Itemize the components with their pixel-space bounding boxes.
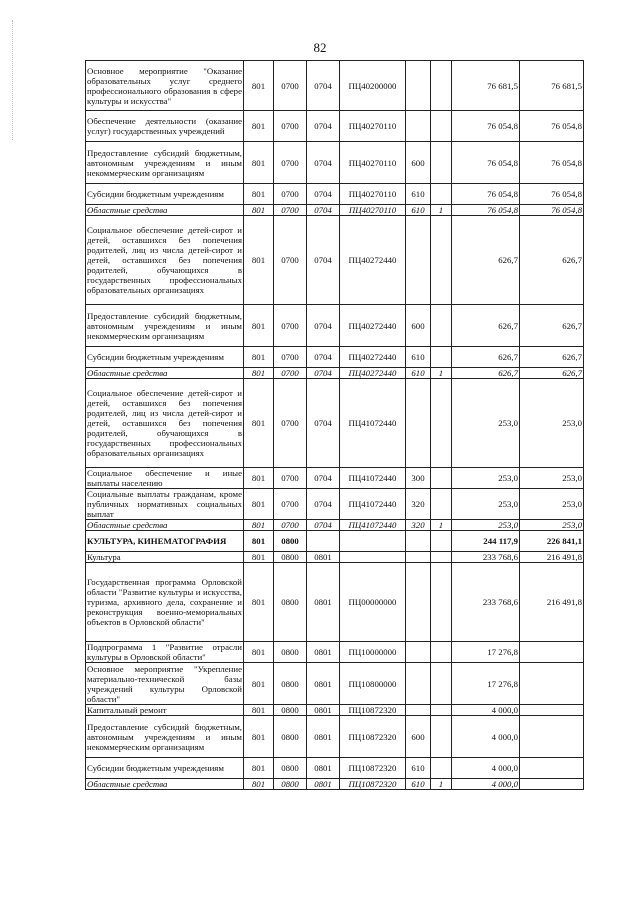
source-code bbox=[431, 305, 452, 347]
razdel-code: 0700 bbox=[274, 205, 307, 216]
podrazdel-code: 0801 bbox=[307, 663, 340, 705]
row-name: Капитальный ремонт bbox=[86, 705, 244, 716]
sum-current: 17 276,8 bbox=[452, 663, 520, 705]
razdel-code: 0800 bbox=[274, 563, 307, 642]
row-name: Подпрограмма 1 "Развитие отрасли культуры в Орловской области" bbox=[87, 642, 242, 662]
vr-code: 610 bbox=[406, 205, 431, 216]
sum-next: 253,0 bbox=[520, 468, 584, 489]
csr-code: ПЦ40272440 bbox=[340, 347, 406, 368]
sum-current: 253,0 bbox=[452, 468, 520, 489]
vr-code bbox=[406, 111, 431, 142]
razdel-code: 0700 bbox=[274, 184, 307, 205]
vedomstvo-code: 801 bbox=[244, 216, 274, 305]
vedomstvo-code: 801 bbox=[244, 347, 274, 368]
sum-next bbox=[520, 705, 584, 716]
vedomstvo-code: 801 bbox=[244, 563, 274, 642]
sum-current: 626,7 bbox=[452, 216, 520, 305]
row-name: Областные средства bbox=[86, 779, 244, 790]
source-code bbox=[431, 111, 452, 142]
sum-next: 76 054,8 bbox=[520, 111, 584, 142]
sum-next: 253,0 bbox=[520, 489, 584, 520]
table-body bbox=[86, 61, 584, 790]
sum-next bbox=[520, 758, 584, 779]
row-name: Субсидии бюджетным учреждениям bbox=[86, 347, 244, 368]
row-name: Областные средства bbox=[86, 520, 244, 531]
vr-code bbox=[406, 663, 431, 705]
csr-code: ПЦ00000000 bbox=[340, 563, 406, 642]
source-code: 1 bbox=[431, 779, 452, 790]
vr-code bbox=[406, 61, 431, 111]
sum-next: 226 841,1 bbox=[520, 531, 584, 552]
source-code bbox=[431, 642, 452, 663]
source-code bbox=[431, 61, 452, 111]
csr-code: ПЦ10872320 bbox=[340, 705, 406, 716]
table-row bbox=[86, 305, 584, 347]
vr-code bbox=[406, 531, 431, 552]
razdel-code: 0800 bbox=[274, 705, 307, 716]
razdel-code: 0700 bbox=[274, 142, 307, 184]
vedomstvo-code: 801 bbox=[244, 531, 274, 552]
row-name: Социальные выплаты гражданам, кроме публичных нормативных социальных выплат bbox=[87, 489, 242, 519]
vedomstvo-code: 801 bbox=[244, 716, 274, 758]
page-number: 82 bbox=[313, 40, 327, 55]
sum-current: 76 054,8 bbox=[452, 205, 520, 216]
razdel-code: 0700 bbox=[274, 489, 307, 520]
razdel-code: 0700 bbox=[274, 111, 307, 142]
podrazdel-code bbox=[307, 531, 340, 552]
table-row bbox=[86, 520, 584, 531]
sum-next: 626,7 bbox=[520, 216, 584, 305]
sum-next: 76 681,5 bbox=[520, 61, 584, 111]
vedomstvo-code: 801 bbox=[244, 368, 274, 379]
row-name: Субсидии бюджетным учреждениям bbox=[86, 758, 244, 779]
vedomstvo-code: 801 bbox=[244, 205, 274, 216]
table-row bbox=[86, 216, 584, 305]
vedomstvo-code: 801 bbox=[244, 489, 274, 520]
row-name: Предоставление субсидий бюджетным, автономным учреждениям и иным некоммерческим организациям bbox=[86, 142, 244, 184]
razdel-code: 0700 bbox=[274, 368, 307, 379]
podrazdel-code: 0704 bbox=[307, 111, 340, 142]
podrazdel-code: 0801 bbox=[307, 758, 340, 779]
sum-current: 626,7 bbox=[452, 347, 520, 368]
sum-next bbox=[520, 779, 584, 790]
csr-code: ПЦ40270110 bbox=[340, 205, 406, 216]
vedomstvo-code: 801 bbox=[244, 705, 274, 716]
row-name: Социальное обеспечение детей-сирот и детей, оставшихся без попечения родителей, лиц из числа детей-сирот и детей, оставшихся без попечения родителей, обучающихся в государственных профессиональных образовательных организациях bbox=[86, 379, 244, 468]
source-code bbox=[431, 552, 452, 563]
row-name: Предоставление субсидий бюджетным, автономным учреждениям и иным некоммерческим организациям bbox=[86, 305, 244, 347]
sum-current: 4 000,0 bbox=[452, 705, 520, 716]
podrazdel-code: 0801 bbox=[307, 779, 340, 790]
source-code bbox=[431, 716, 452, 758]
table-row bbox=[86, 663, 584, 705]
csr-code: ПЦ40272440 bbox=[340, 305, 406, 347]
razdel-code: 0800 bbox=[274, 716, 307, 758]
table-row bbox=[86, 142, 584, 184]
sum-next: 216 491,8 bbox=[520, 563, 584, 642]
source-code bbox=[431, 758, 452, 779]
table-row bbox=[86, 779, 584, 790]
podrazdel-code: 0704 bbox=[307, 368, 340, 379]
vr-code: 600 bbox=[406, 305, 431, 347]
vr-code: 610 bbox=[406, 184, 431, 205]
sum-next: 253,0 bbox=[520, 379, 584, 468]
table-row bbox=[86, 531, 584, 552]
table-row bbox=[86, 347, 584, 368]
razdel-code: 0700 bbox=[274, 305, 307, 347]
sum-current: 233 768,6 bbox=[452, 552, 520, 563]
podrazdel-code: 0704 bbox=[307, 184, 340, 205]
vr-code bbox=[406, 563, 431, 642]
razdel-code: 0800 bbox=[274, 663, 307, 705]
vr-code: 610 bbox=[406, 368, 431, 379]
vedomstvo-code: 801 bbox=[244, 468, 274, 489]
sum-next: 626,7 bbox=[520, 368, 584, 379]
table-row bbox=[86, 184, 584, 205]
sum-current: 244 117,9 bbox=[452, 531, 520, 552]
row-name: Культура bbox=[86, 552, 244, 563]
csr-code: ПЦ40200000 bbox=[340, 61, 406, 111]
podrazdel-code: 0801 bbox=[307, 642, 340, 663]
sum-current: 76 054,8 bbox=[452, 142, 520, 184]
row-name: Предоставление субсидий бюджетным, автономным учреждениям и иным некоммерческим организациям bbox=[86, 716, 244, 758]
row-name: Основное мероприятие "Оказание образовательных услуг среднего профессионального образования в сфере культуры и искусства" bbox=[86, 61, 244, 111]
row-name: КУЛЬТУРА, КИНЕМАТОГРАФИЯ bbox=[86, 531, 244, 552]
csr-code bbox=[340, 531, 406, 552]
csr-code: ПЦ10872320 bbox=[340, 758, 406, 779]
vedomstvo-code: 801 bbox=[244, 184, 274, 205]
table-row bbox=[86, 489, 584, 520]
table-row bbox=[86, 563, 584, 642]
podrazdel-code: 0801 bbox=[307, 705, 340, 716]
csr-code: ПЦ41072440 bbox=[340, 468, 406, 489]
csr-code: ПЦ40270110 bbox=[340, 142, 406, 184]
row-name: Социальное обеспечение детей-сирот и детей, оставшихся без попечения родителей, лиц из числа детей-сирот и детей, оставшихся без попечения родителей, обучающихся в государственных профессиональных образовательных организациях bbox=[86, 216, 244, 305]
source-code bbox=[431, 347, 452, 368]
vr-code: 610 bbox=[406, 779, 431, 790]
podrazdel-code: 0801 bbox=[307, 563, 340, 642]
podrazdel-code: 0704 bbox=[307, 142, 340, 184]
sum-current: 626,7 bbox=[452, 368, 520, 379]
vedomstvo-code: 801 bbox=[244, 142, 274, 184]
csr-code: ПЦ10800000 bbox=[340, 663, 406, 705]
sum-next: 76 054,8 bbox=[520, 142, 584, 184]
vr-code: 600 bbox=[406, 716, 431, 758]
podrazdel-code: 0801 bbox=[307, 716, 340, 758]
podrazdel-code: 0801 bbox=[307, 552, 340, 563]
csr-code bbox=[340, 552, 406, 563]
sum-current: 76 054,8 bbox=[452, 184, 520, 205]
row-name: Социальное обеспечение и иные выплаты населению bbox=[87, 468, 242, 488]
source-code bbox=[431, 142, 452, 184]
table-row bbox=[86, 111, 584, 142]
sum-next: 626,7 bbox=[520, 305, 584, 347]
vedomstvo-code: 801 bbox=[244, 111, 274, 142]
sum-next: 76 054,8 bbox=[520, 205, 584, 216]
razdel-code: 0800 bbox=[274, 642, 307, 663]
vedomstvo-code: 801 bbox=[244, 520, 274, 531]
row-name: Областные средства bbox=[86, 205, 244, 216]
csr-code: ПЦ40270110 bbox=[340, 111, 406, 142]
csr-code: ПЦ41072440 bbox=[340, 520, 406, 531]
razdel-code: 0800 bbox=[274, 531, 307, 552]
sum-next bbox=[520, 663, 584, 705]
row-name: Обеспечение деятельности (оказание услуг) государственных учреждений bbox=[86, 111, 244, 142]
sum-next bbox=[520, 716, 584, 758]
table-row bbox=[86, 642, 584, 663]
sum-next bbox=[520, 642, 584, 663]
vr-code bbox=[406, 705, 431, 716]
razdel-code: 0700 bbox=[274, 216, 307, 305]
vr-code: 610 bbox=[406, 758, 431, 779]
table-row bbox=[86, 205, 584, 216]
razdel-code: 0800 bbox=[274, 552, 307, 563]
vr-code bbox=[406, 216, 431, 305]
podrazdel-code: 0704 bbox=[307, 205, 340, 216]
razdel-code: 0700 bbox=[274, 347, 307, 368]
csr-code: ПЦ41072440 bbox=[340, 489, 406, 520]
vr-code bbox=[406, 379, 431, 468]
csr-code: ПЦ40270110 bbox=[340, 184, 406, 205]
vr-code: 300 bbox=[406, 468, 431, 489]
source-code: 1 bbox=[431, 205, 452, 216]
source-code bbox=[431, 705, 452, 716]
csr-code: ПЦ10872320 bbox=[340, 716, 406, 758]
sum-current: 253,0 bbox=[452, 379, 520, 468]
sum-current: 76 054,8 bbox=[452, 111, 520, 142]
sum-current: 4 000,0 bbox=[452, 758, 520, 779]
row-name: Субсидии бюджетным учреждениям bbox=[86, 184, 244, 205]
vedomstvo-code: 801 bbox=[244, 379, 274, 468]
source-code bbox=[431, 216, 452, 305]
sum-next: 253,0 bbox=[520, 520, 584, 531]
table-row bbox=[86, 468, 584, 489]
vr-code: 610 bbox=[406, 347, 431, 368]
sum-next: 626,7 bbox=[520, 347, 584, 368]
sum-current: 253,0 bbox=[452, 489, 520, 520]
row-name: Государственная программа Орловской области "Развитие культуры и искусства, туризма, архивного дела, сохранение и реконструкция военно-мемориальных объектов в Орловской области" bbox=[86, 563, 244, 642]
vedomstvo-code: 801 bbox=[244, 758, 274, 779]
source-code bbox=[431, 379, 452, 468]
vr-code: 320 bbox=[406, 489, 431, 520]
source-code bbox=[431, 663, 452, 705]
table-row bbox=[86, 379, 584, 468]
razdel-code: 0700 bbox=[274, 61, 307, 111]
vedomstvo-code: 801 bbox=[244, 779, 274, 790]
sum-current: 4 000,0 bbox=[452, 779, 520, 790]
budget-table bbox=[85, 60, 584, 790]
table-row bbox=[86, 758, 584, 779]
table-row bbox=[86, 705, 584, 716]
sum-current: 17 276,8 bbox=[452, 642, 520, 663]
sum-next: 216 491,8 bbox=[520, 552, 584, 563]
vr-code: 600 bbox=[406, 142, 431, 184]
source-code: 1 bbox=[431, 520, 452, 531]
vr-code: 320 bbox=[406, 520, 431, 531]
row-name: Областные средства bbox=[86, 368, 244, 379]
podrazdel-code: 0704 bbox=[307, 347, 340, 368]
table-row bbox=[86, 716, 584, 758]
source-code: 1 bbox=[431, 368, 452, 379]
sum-current: 253,0 bbox=[452, 520, 520, 531]
table-row bbox=[86, 368, 584, 379]
vr-code bbox=[406, 642, 431, 663]
sum-current: 626,7 bbox=[452, 305, 520, 347]
sum-current: 4 000,0 bbox=[452, 716, 520, 758]
table-row bbox=[86, 61, 584, 111]
podrazdel-code: 0704 bbox=[307, 305, 340, 347]
csr-code: ПЦ41072440 bbox=[340, 379, 406, 468]
razdel-code: 0800 bbox=[274, 779, 307, 790]
podrazdel-code: 0704 bbox=[307, 379, 340, 468]
vedomstvo-code: 801 bbox=[244, 61, 274, 111]
csr-code: ПЦ40272440 bbox=[340, 216, 406, 305]
razdel-code: 0700 bbox=[274, 520, 307, 531]
podrazdel-code: 0704 bbox=[307, 216, 340, 305]
source-code bbox=[431, 489, 452, 520]
source-code bbox=[431, 184, 452, 205]
margin-mark bbox=[12, 20, 14, 140]
sum-current: 233 768,6 bbox=[452, 563, 520, 642]
podrazdel-code: 0704 bbox=[307, 61, 340, 111]
vedomstvo-code: 801 bbox=[244, 663, 274, 705]
podrazdel-code: 0704 bbox=[307, 468, 340, 489]
csr-code: ПЦ10872320 bbox=[340, 779, 406, 790]
source-code bbox=[431, 531, 452, 552]
source-code bbox=[431, 468, 452, 489]
table-row bbox=[86, 552, 584, 563]
podrazdel-code: 0704 bbox=[307, 489, 340, 520]
razdel-code: 0700 bbox=[274, 379, 307, 468]
sum-next: 76 054,8 bbox=[520, 184, 584, 205]
sum-current: 76 681,5 bbox=[452, 61, 520, 111]
row-name: Основное мероприятие "Укрепление материально-технической базы учреждений культуры Орловской области" bbox=[87, 663, 242, 704]
vedomstvo-code: 801 bbox=[244, 642, 274, 663]
vr-code bbox=[406, 552, 431, 563]
razdel-code: 0700 bbox=[274, 468, 307, 489]
vedomstvo-code: 801 bbox=[244, 305, 274, 347]
vedomstvo-code: 801 bbox=[244, 552, 274, 563]
csr-code: ПЦ10000000 bbox=[340, 642, 406, 663]
source-code bbox=[431, 563, 452, 642]
podrazdel-code: 0704 bbox=[307, 520, 340, 531]
csr-code: ПЦ40272440 bbox=[340, 368, 406, 379]
razdel-code: 0800 bbox=[274, 758, 307, 779]
